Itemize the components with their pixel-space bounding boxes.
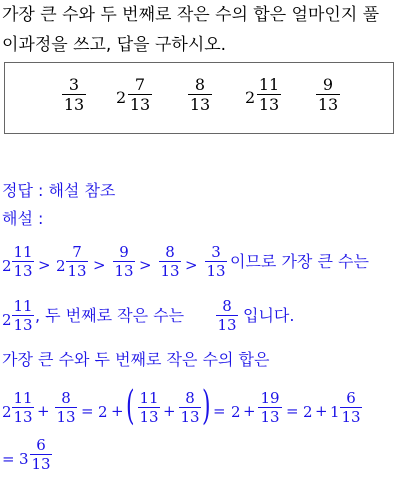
explanation-text-1: 이므로 가장 큰 수는 (230, 252, 369, 271)
denominator: 13 (317, 95, 339, 114)
numerator: 19 (260, 389, 280, 407)
numerator: 11 (258, 75, 280, 94)
box-fraction-1 (62, 75, 86, 114)
fraction: 11 13 (13, 243, 33, 280)
explanation-text-4: 가장 큰 수와 두 번째로 작은 수의 합은 (2, 350, 270, 369)
box-fraction-4 (257, 75, 281, 114)
plus-sign: + (37, 402, 50, 420)
whole-number: 2 (231, 403, 241, 421)
mixed-whole: 2 (2, 257, 12, 275)
explanation-label: 해설 : (2, 209, 44, 228)
fraction: 6 13 (31, 436, 51, 473)
mixed-whole: 2 (2, 311, 12, 329)
question-line-1: 가장 큰 수와 두 번째로 작은 수의 합은 얼마인지 풀 (2, 5, 380, 25)
fraction: 11 13 (13, 389, 33, 426)
fraction: 8 13 (56, 389, 76, 426)
whole-number: 2 (98, 403, 108, 421)
denominator: 13 (189, 95, 211, 114)
mixed-whole: 3 (19, 450, 29, 468)
fraction: 8 13 (180, 389, 200, 426)
fraction: 8 13 (217, 297, 237, 334)
greater-than: > (185, 256, 198, 274)
equals-sign: = (213, 402, 226, 420)
greater-than: > (139, 256, 152, 274)
question-line-2: 이과정을 쓰고, 답을 구하시오. (2, 35, 227, 55)
plus-sign: + (243, 402, 256, 420)
denominator: 13 (129, 95, 151, 114)
whole-number: 2 (303, 403, 313, 421)
plus-sign: + (315, 402, 328, 420)
explanation-text-3: 입니다. (243, 306, 295, 325)
box-whole-4: 2 (245, 88, 256, 107)
mixed-whole: 2 (2, 403, 12, 421)
numerator: 7 (134, 75, 146, 94)
fraction: 9 13 (114, 243, 134, 280)
fraction: 8 13 (160, 243, 180, 280)
box-fraction-5 (316, 75, 340, 114)
numerator: 3 (68, 75, 80, 94)
denominator: 13 (63, 95, 85, 114)
plus-sign: + (111, 402, 124, 420)
right-parenthesis: ) (202, 383, 211, 429)
equals-sign: = (286, 402, 299, 420)
explanation-text-2: , 두 번째로 작은 수는 (35, 306, 185, 325)
numerator: 8 (194, 75, 206, 94)
equals-sign: = (81, 402, 94, 420)
box-whole-2: 2 (116, 88, 127, 107)
greater-than: > (38, 256, 51, 274)
box-fraction-2 (128, 75, 152, 114)
box-fraction-3 (188, 75, 212, 114)
greater-than: > (93, 256, 106, 274)
numerator: 9 (322, 75, 334, 94)
fraction: 3 13 (206, 243, 226, 280)
fraction: 19 13 (258, 389, 282, 426)
answer-label: 정답 : 해설 참조 (2, 181, 116, 200)
mixed-whole: 2 (56, 257, 66, 275)
fraction: 7 13 (67, 243, 87, 280)
fraction: 11 13 (13, 297, 33, 334)
plus-sign: + (163, 402, 176, 420)
left-parenthesis: ( (126, 383, 135, 429)
denominator: 13 (258, 95, 280, 114)
fraction: 11 13 (139, 389, 159, 426)
equals-sign: = (2, 450, 15, 468)
numbers-box (4, 62, 394, 134)
mixed-whole: 1 (330, 403, 340, 421)
fraction: 6 13 (341, 389, 361, 426)
